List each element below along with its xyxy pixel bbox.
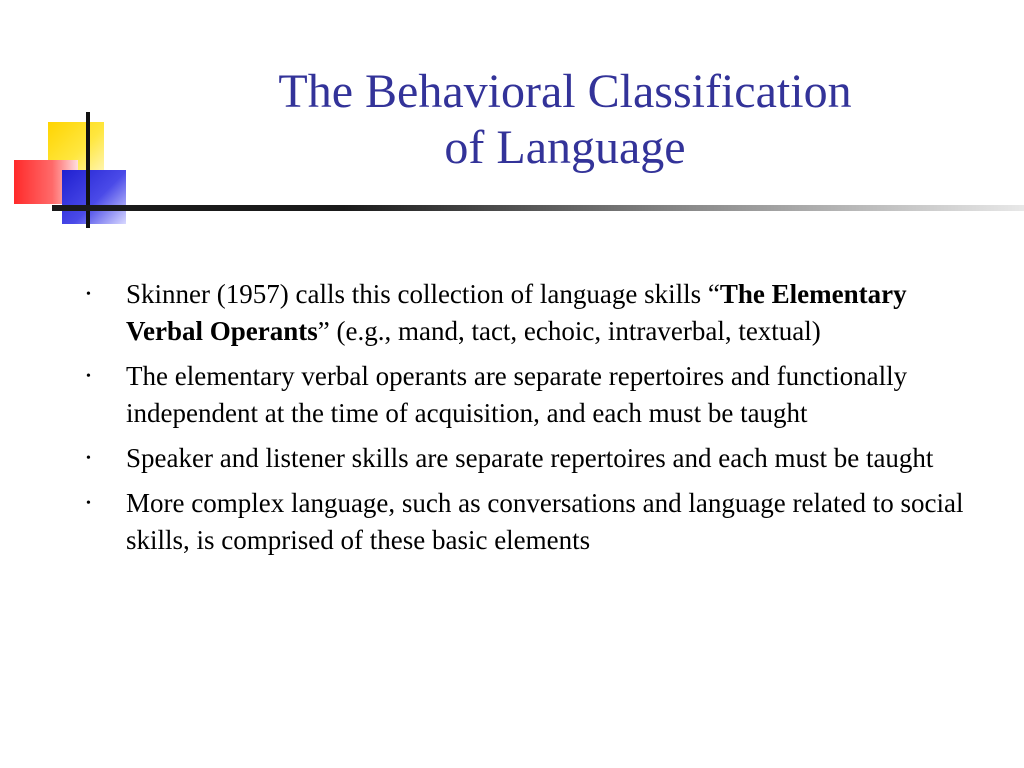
title-underline-rule [52,205,1024,211]
bullet-text: Speaker and listener skills are separate repertoires and each must be taught [126,443,934,473]
bullet-list [84,276,984,567]
bullet-text: More complex language, such as conversations and language related to social skills, is comprised of these basic elements [126,488,964,555]
bullet-dot-icon: • [86,496,91,511]
bullet-text-bold: The Elementary Verbal Operants [126,279,907,346]
slide-title [150,64,980,176]
bullet-text: The elementary verbal operants are separate repertoires and functionally independent at the time of acquisition, and each must be taught [126,361,908,428]
bullet-dot-icon: • [86,451,91,466]
bullet-dot-icon: • [86,287,91,302]
slide-title-line-2: of Language [444,121,686,174]
bullet-text-post: ” (e.g., mand, tact, echoic, intraverbal, textual) [317,316,821,346]
bullet-dot-icon: • [86,369,91,384]
bullet-item [84,440,984,477]
blue-square-decoration [62,170,126,224]
bullet-item [84,358,984,432]
bullet-item [84,485,984,559]
slide-title-line-1: The Behavioral Classification [278,65,852,118]
bullet-text-pre: Skinner (1957) calls this collection of language skills “ [126,279,720,309]
slide-logo-decoration [0,0,160,240]
bullet-item [84,276,984,350]
